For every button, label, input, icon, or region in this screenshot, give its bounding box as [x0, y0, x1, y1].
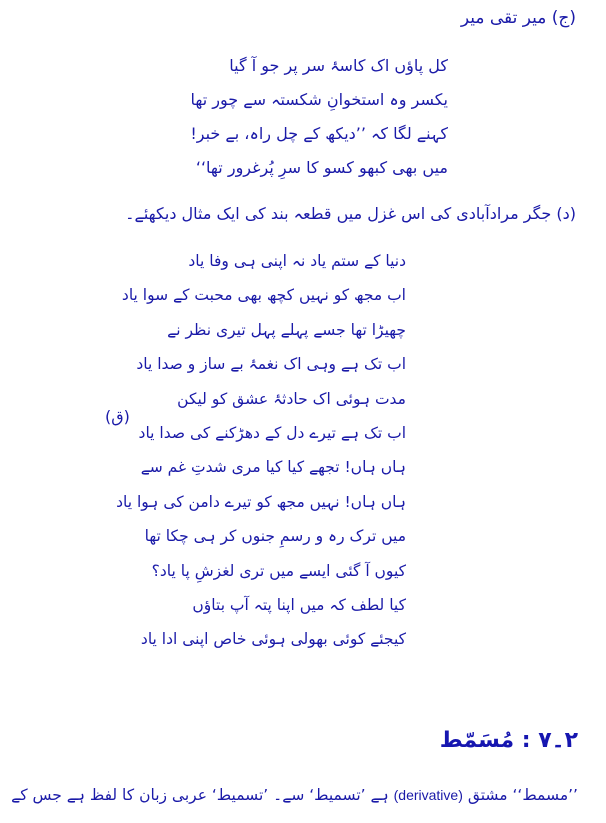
stanza-j [188, 56, 448, 192]
paragraph [11, 786, 578, 804]
ghazal-line: کیوں آ گئی ایسے میں تری لغزشِ پا یاد؟ [151, 561, 406, 580]
heading-d: (د) جگر مرادآبادی کی اس غزل میں قطعہ بند کی ایک مثال دیکھئے۔ [125, 204, 576, 223]
ghazal-line: اب مجھ کو نہیں کچھ بھی محبت کے سوا یاد [121, 286, 406, 305]
ghazal-line: چھیڑا تھا جسے پہلے پہل تیری نظر نے [167, 320, 406, 339]
verse-line: یکسر وہ استخوانِ شکستہ سے چور تھا [190, 90, 448, 109]
verse-line: کل پاؤں اک کاسۂ سر پر جو آ گیا [229, 56, 448, 75]
paragraph-text-end: ہے ’تسمیط‘ سے۔ ’تسمیط‘ عربی زبان کا لفظ ہے جس کے [11, 786, 389, 804]
ghazal-line: کیا لطف کہ میں اپنا پتہ آپ بتاؤں [192, 595, 406, 614]
ghazal-line: ہاں ہاں! نہیں مجھ کو تیرے دامن کی ہوا یاد [116, 492, 406, 511]
ghazal-line: مدت ہوئی اک حادثۂ عشق کو لیکن [177, 389, 406, 408]
paragraph-english-term: (derivative) [393, 787, 463, 803]
verse-line: میں بھی کبھو کسو کا سرِ پُرغرور تھا‘‘ [195, 158, 448, 177]
ghazal-line: اب تک ہے وہی اک نغمۂ بے ساز و صدا یاد [136, 355, 406, 374]
ghazal-line: ہاں ہاں! تجھے کیا کیا مری شدتِ غم سے [140, 458, 406, 477]
qita-marker: (ق) [105, 407, 130, 426]
paragraph-text-start: ’’مسمط‘‘ مشتق [467, 786, 578, 804]
heading-j: (ج) میر تقی میر [460, 8, 576, 28]
section-title: ۲۔۷ : مُسَمّط [439, 728, 578, 753]
verse-line: کہنے لگا کہ ’’دیکھ کے چل راہ، بے خبر! [190, 124, 448, 143]
ghazal-line: اب تک ہے تیرے دل کے دھڑکنے کی صدا یاد [138, 423, 406, 442]
ghazal-line: دنیا کے ستم یاد نہ اپنی ہی وفا یاد [188, 252, 406, 270]
ghazal [106, 252, 406, 665]
ghazal-line: میں ترک رہ و رسمِ جنوں کر ہی چکا تھا [144, 527, 406, 546]
ghazal-line: کیجئے کوئی بھولی ہوئی خاص اپنی ادا یاد [140, 630, 406, 649]
